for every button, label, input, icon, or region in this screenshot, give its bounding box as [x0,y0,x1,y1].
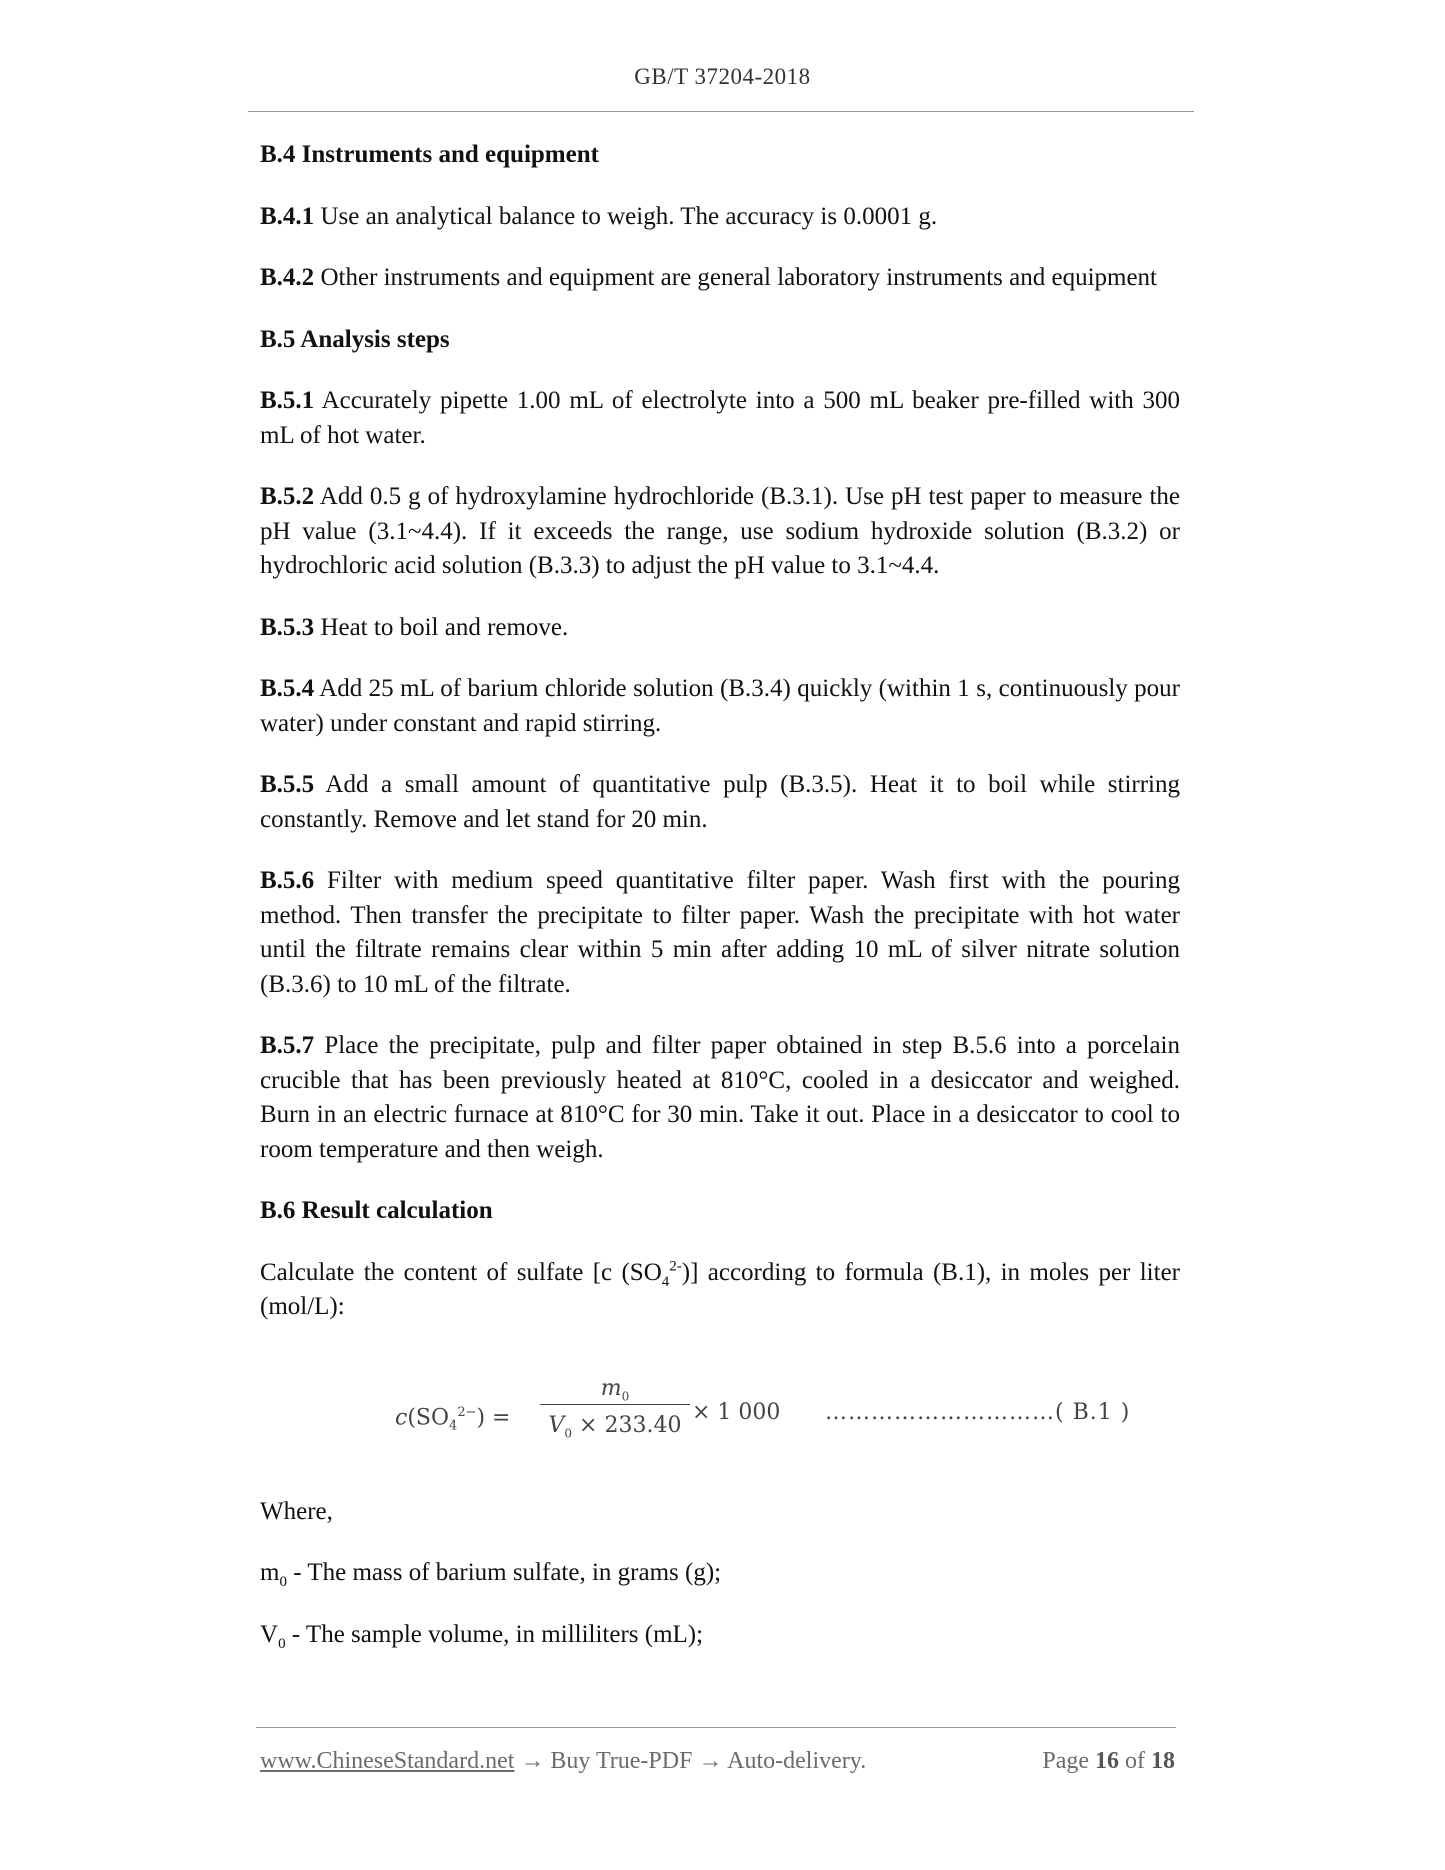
clause-b5-1 [260,384,1180,453]
website-link[interactable]: www.ChineseStandard.net [260,1748,515,1774]
clause-b5-2 [260,480,1180,584]
clause-text: Add 0.5 g of hydroxylamine hydrochloride (B.3.1). Use pH test paper to measure the pH value (3.1~4.4). If it exceeds the range, use sodium hydroxide solution (B.3.2) or hydrochloric acid solution (B.3.3) to adjust the pH value to 3.1~4.4. [260,483,1180,579]
current-page: 16 [1095,1748,1119,1774]
definition-m0: $m_0$ - The mass of barium sulfate, in grams (g); [260,1559,722,1590]
definition-v0: $V_0$ - The sample volume, in milliliters (mL); [260,1620,704,1652]
clause-number: B.5.4 [260,675,315,702]
clause-number: B.5.2 [260,483,315,510]
header-rule [248,111,1194,112]
clause-text: Place the precipitate, pulp and filter paper obtained in step B.5.6 into a porcelain crucible that has been previously heated at 810°C, cooled in a desiccator and weighed. Burn in an electric furnace at 810°C for 30 min. Take it out. Place in a desiccator to cool to room temperature and then weigh. [260,1032,1180,1163]
clause-b5-3 [260,611,1180,646]
footer-rule [256,1727,1176,1728]
clause-b4-2 [260,261,1180,296]
clause-b4-1 [260,200,1180,235]
formula-numerator: $m_0$ [600,1375,630,1403]
total-pages: 18 [1151,1748,1175,1774]
formula-b1 [260,1352,1180,1470]
clause-b5-7 [260,1029,1180,1167]
fraction-bar [540,1404,690,1405]
clause-number: B.5.6 [260,867,315,894]
section-heading-b5: B.5 Analysis steps [260,325,450,353]
formula-multiplier: × 1 000 [692,1399,781,1425]
clause-b5-5 [260,768,1180,837]
clause-text: Add a small amount of quantitative pulp (B.3.5). Heat it to boil while stirring constantly. Remove and let stand for 20 min. [260,771,1180,833]
arrow-icon: → [514,1748,551,1774]
clause-text: Accurately pipette 1.00 mL of electrolyte into a 500 mL beaker pre-filled with 300 mL of hot water. [260,387,1180,449]
clause-b5-4 [260,672,1180,741]
section-heading-b4: B.4 Instruments and equipment [260,141,599,168]
section-heading-b6: B.6 Result calculation [260,1197,493,1224]
clause-number: B.5.3 [260,613,315,641]
arrow-icon: → [692,1748,728,1774]
clause-number: B.5.5 [260,771,315,798]
clause-b5-6 [260,864,1180,1002]
clause-number: B.4.2 [260,264,315,291]
clause-text: Filter with medium speed quantitative filter paper. Wash first with the pouring method. Then transfer the precipitate to filter paper. Wash the precipitate with hot water until the filtrate remains clear within 5 min after adding 10 mL of silver nitrate solution (B.3.6) to 10 mL of the filtrate. [260,867,1180,998]
clause-number: B.4.1 [260,202,315,230]
document-body [260,138,1180,1679]
clause-text: Use an analytical balance to weigh. The accuracy is 0.0001 g. [314,202,938,230]
formula-denominator: $V_0 \times 233.40$ [548,1412,682,1440]
clause-text: Other instruments and equipment are general laboratory instruments and equipment [314,264,1157,291]
formula-label: …………………………( B.1 ) [825,1399,1131,1425]
page-header: GB/T 37204-2018 [634,64,811,89]
page-indicator: Page 16 of 18 [1042,1748,1175,1774]
formula-lhs: $c(SO_4^{2-})$ = [395,1404,511,1434]
footer-promo: www.ChineseStandard.net → Buy True-PDF → Auto-delivery. [260,1748,867,1774]
clause-number: B.5.7 [260,1032,315,1059]
clause-number: B.5.1 [260,387,315,414]
calculation-intro: Calculate the content of sulfate [c $(SO_4^{2-})$] according to formula (B.1), in moles per liter (mol/L): [260,1258,1180,1320]
where-label: Where, [260,1497,333,1525]
clause-text: Add 25 mL of barium chloride solution (B.3.4) quickly (within 1 s, continuously pour water) under constant and rapid stirring. [260,675,1180,737]
clause-text: Heat to boil and remove. [314,613,569,641]
formula-fraction [540,1372,690,1451]
